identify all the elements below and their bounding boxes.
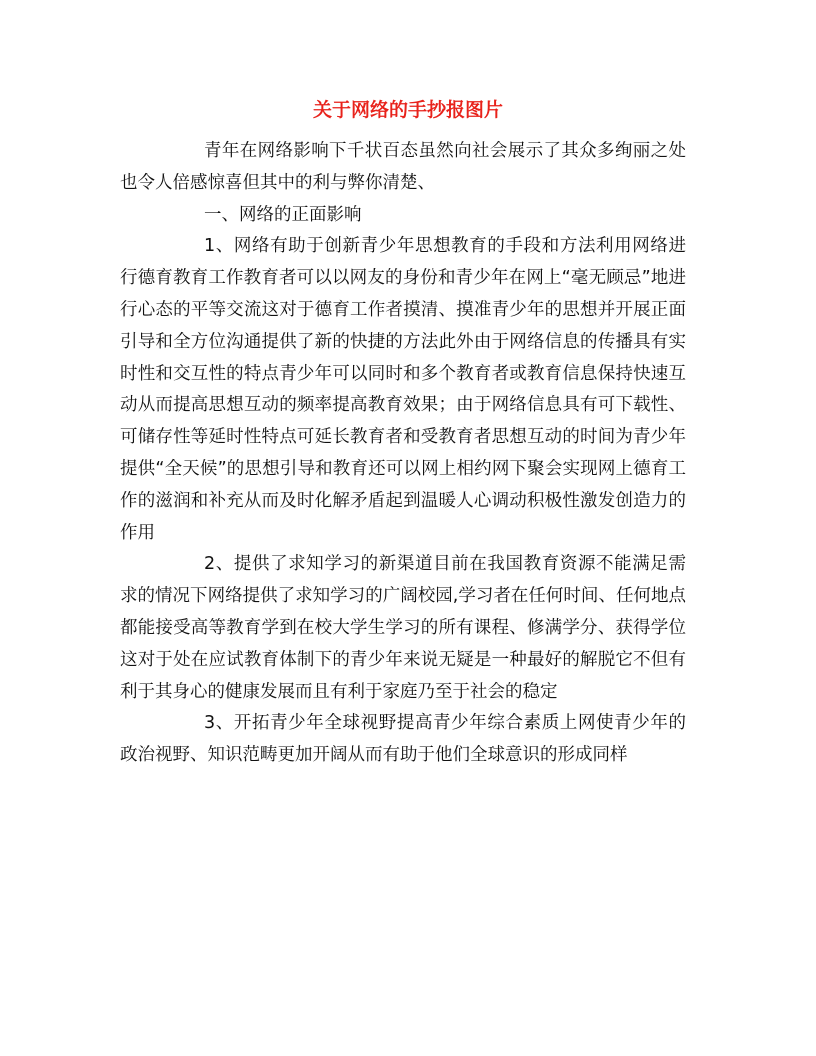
document-title: 关于网络的手抄报图片	[312, 99, 503, 121]
section-heading: 一、网络的正面影响	[204, 204, 362, 225]
paragraph-point-2: 2、提供了求知学习的新渠道目前在我国教育资源不能满足需求的情况下网络提供了求知学习的广阔校园,学习者在任何时间、任何地点都能接受高等教育学到在校大学生学习的所有课程、修满学分、获得学位这对于处在应试教育体制下的青少年来说无疑是一种最好的解脱它不但有利于其身心的健康发展而且有利于家庭乃至于社会的稳定	[120, 554, 686, 702]
paragraph-point-3: 3、开拓青少年全球视野提高青少年综合素质上网使青少年的政治视野、知识范畴更加开阔从而有助于他们全球意识的形成同样	[120, 713, 686, 766]
paragraph-point-1: 1、网络有助于创新青少年思想教育的手段和方法利用网络进行德育教育工作教育者可以以网友的身份和青少年在网上“毫无顾忌”地进行心态的平等交流这对于德育工作者摸清、摸准青少年的思想并开展正面引导和全方位沟通提供了新的快捷的方法此外由于网络信息的传播具有实时性和交互性的特点青少年可以同时和多个教育者或教育信息保持快速互动从而提高思想互动的频率提高教育效果；由于网络信息具有可下载性、可储存性等延时性特点可延长教育者和受教育者思想互动的时间为青少年提供“全天候”的思想引导和教育还可以网上相约网下聚会实现网上德育工作的滋润和补充从而及时化解矛盾起到温暖人心调动积极性激发创造力的作用	[120, 236, 686, 543]
paragraph-intro: 青年在网络影响下千状百态虽然向社会展示了其众多绚丽之处也令人倍感惊喜但其中的利与弊你清楚、	[120, 141, 686, 193]
document-body	[120, 136, 686, 772]
